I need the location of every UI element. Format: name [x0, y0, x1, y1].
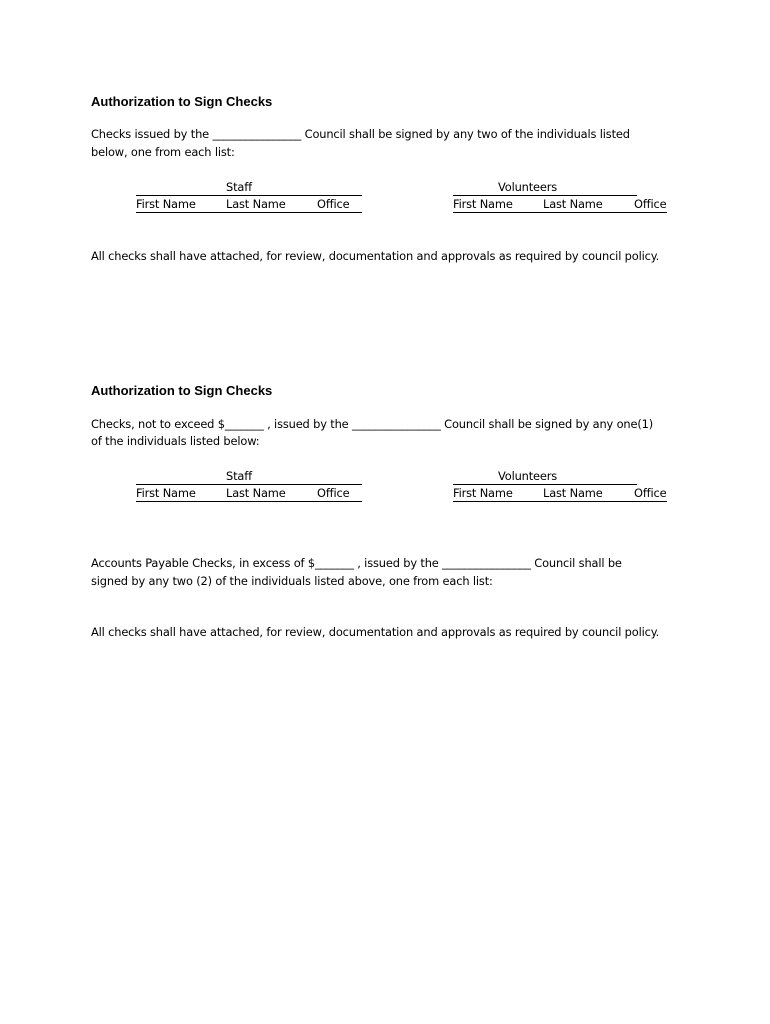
- volunteers-title: Volunteers: [498, 180, 558, 194]
- col-office: Office: [634, 486, 667, 500]
- col-first-name: First Name: [453, 486, 513, 500]
- section2-volunteers-list: [453, 468, 667, 502]
- section2-ap-line2: signed by any two (2) of the individuals listed above, one from each list:: [91, 574, 493, 588]
- section1-heading: Authorization to Sign Checks: [91, 94, 273, 109]
- col-first-name: First Name: [136, 197, 196, 211]
- col-last-name: Last Name: [543, 486, 603, 500]
- section2-heading: Authorization to Sign Checks: [91, 383, 273, 398]
- section2-closing: All checks shall have attached, for review, documentation and approvals as required by council policy.: [91, 625, 660, 639]
- section1-closing: All checks shall have attached, for review, documentation and approvals as required by council policy.: [91, 249, 660, 263]
- staff-title: Staff: [226, 180, 252, 194]
- volunteers-list-title: [453, 179, 637, 196]
- volunteers-title: Volunteers: [498, 469, 558, 483]
- staff-columns: [136, 485, 362, 502]
- volunteers-columns: [453, 196, 667, 213]
- col-last-name: Last Name: [543, 197, 603, 211]
- col-last-name: Last Name: [226, 486, 286, 500]
- staff-columns: [136, 196, 362, 213]
- col-office: Office: [317, 197, 350, 211]
- section1-intro-line1: Checks issued by the ________________ Council shall be signed by any two of the individuals listed: [91, 127, 630, 141]
- col-first-name: First Name: [136, 486, 196, 500]
- section2-staff-list: [136, 468, 362, 502]
- section1-volunteers-list: [453, 179, 667, 213]
- section1-staff-list: [136, 179, 362, 213]
- col-office: Office: [634, 197, 667, 211]
- staff-list-title: [136, 179, 362, 196]
- staff-list-title: [136, 468, 362, 485]
- volunteers-list-title: [453, 468, 637, 485]
- section2-intro-line2: of the individuals listed below:: [91, 434, 260, 448]
- col-first-name: First Name: [453, 197, 513, 211]
- col-last-name: Last Name: [226, 197, 286, 211]
- volunteers-columns: [453, 485, 667, 502]
- section2-ap-line1: Accounts Payable Checks, in excess of $_______ , issued by the ________________ Council shall be: [91, 556, 622, 570]
- section1-intro-line2: below, one from each list:: [91, 145, 235, 159]
- col-office: Office: [317, 486, 350, 500]
- staff-title: Staff: [226, 469, 252, 483]
- section2-intro-line1: Checks, not to exceed $_______ , issued by the ________________ Council shall be signed by any one(1): [91, 417, 654, 431]
